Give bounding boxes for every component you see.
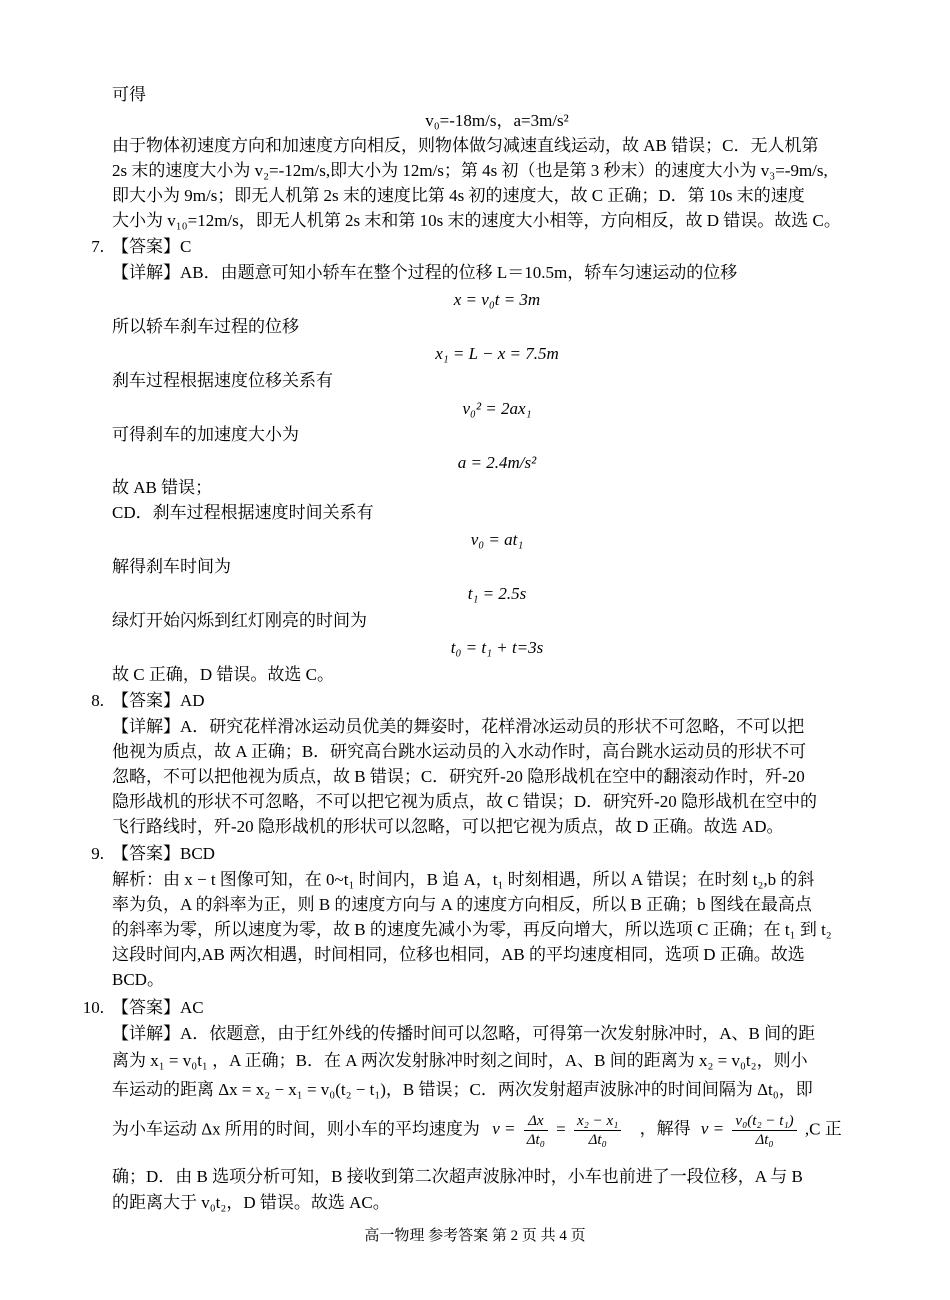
q7-text-3: 刹车过程根据速度位移关系有 (112, 371, 333, 390)
q10-line-2: 离为 x₁ = v₀t₁ ，A 正确；B．在 A 两次发射脉冲时刻之间时，A、B 间的距离为 x₂ = v₀t₂，则小 (112, 1051, 808, 1070)
q7-text-7: 解得刹车时间为 (112, 557, 231, 576)
q9-detail-line: 这段时间内,AB 两次相遇，时间相同，位移也相同，AB 的平均速度相同，选项 D 正确。故选 (112, 945, 805, 964)
q6-analysis-line: 2s 末的速度大小为 v₂=-12m/s,即大小为 12m/s；第 4s 初（也是第 3 秒末）的速度大小为 v₃=-9m/s, (112, 161, 828, 180)
q10-number: 10. (82, 998, 104, 1017)
q8-detail-line: 他视为质点，故 A 正确；B．研究高台跳水运动员的入水动作时，高台跳水运动员的形状不可 (112, 742, 807, 761)
q9-answer: 【答案】BCD (112, 844, 215, 863)
q10-line4-post: ,C 正 (804, 1119, 842, 1139)
q10-frac3-numerator: v₀(t₂ − t₁) (732, 1112, 796, 1131)
q9-detail-line: 的斜率为零，所以速度为零，故 B 的速度先减小为零，再反向增大，所以选项 C 正确；在 t₁ 到 t₂ (112, 920, 832, 939)
q6-analysis-line: 即大小为 9m/s；即无人机第 2s 末的速度比第 4s 初的速度大，故 C 正确；D．第 10s 末的速度 (112, 186, 805, 205)
q10-fraction-3 (732, 1112, 796, 1149)
q10-frac2-numerator: x₂ − x₁ (574, 1112, 621, 1131)
q7-answer: 【答案】C (112, 237, 192, 256)
q10-frac3-denominator: Δt₀ (755, 1132, 774, 1148)
q10-line-4 (112, 1112, 882, 1149)
q7-number: 7. (91, 237, 104, 256)
q7-text-8: 绿灯开始闪烁到红灯刚亮的时间为 (112, 611, 367, 630)
q10-line4-pre: 为小车运动 Δx 所用的时间，则小车的平均速度为 (112, 1119, 480, 1139)
q7-text-4: 可得刹车的加速度大小为 (112, 425, 299, 444)
page-footer: 高一物理 参考答案 第 2 页 共 4 页 (364, 1228, 586, 1244)
q10-frac1-denominator: Δt₀ (526, 1132, 545, 1148)
q10-fraction-2 (574, 1112, 621, 1149)
q10-fraction-1 (524, 1112, 548, 1149)
q7-equation-3: v₀² = 2ax₁ (462, 399, 532, 418)
q10-line4-mid: ，解得 (639, 1119, 691, 1139)
q10-equals: = (556, 1119, 566, 1139)
q7-equation-4: a = 2.4m/s² (457, 453, 537, 472)
q10-answer: 【答案】AC (112, 998, 204, 1017)
q8-number: 8. (91, 691, 104, 710)
q10-line-6: 的距离大于 v₀t₂，D 错误。故选 AC。 (112, 1193, 390, 1212)
q6-intro (112, 82, 882, 107)
q10-v-symbol-2: v = (700, 1119, 725, 1139)
q7-detail-line1: 【详解】AB．由题意可知小轿车在整个过程的位移 L＝10.5m，轿车匀速运动的位移 (112, 263, 738, 282)
q8-answer: 【答案】AD (112, 691, 205, 710)
q7-equation-7: t₀ = t₁ + t=3s (450, 638, 544, 657)
q6-analysis (112, 133, 882, 233)
q6-analysis-line: 由于物体初速度方向和加速度方向相反，则物体做匀减速直线运动，故 AB 错误；C．无人机第 (112, 136, 819, 155)
q9-detail-line: BCD。 (112, 970, 164, 989)
q9-number: 9. (91, 844, 104, 863)
q7-equation-2: x₁ = L − x = 7.5m (435, 344, 559, 363)
q7-equation-1: x = v₀t = 3m (453, 290, 541, 309)
q9-detail (112, 867, 882, 992)
q10-line-5: 确；D．由 B 选项分析可知，B 接收到第二次超声波脉冲时，小车也前进了一段位移，A 与 B (112, 1167, 803, 1186)
q7-text-2: 所以轿车刹车过程的位移 (112, 317, 299, 336)
q7-equation-5: v₀ = at₁ (470, 530, 524, 549)
q10-v-symbol: v = (492, 1119, 516, 1139)
q8-detail (112, 714, 882, 839)
q10-line-3: 车运动的距离 Δx = x₂ − x₁ = v₀(t₂ − t₁)，B 错误；C．两次发射超声波脉冲的时间间隔为 Δt₀，即 (112, 1080, 813, 1099)
q10-frac2-denominator: Δt₀ (588, 1132, 607, 1148)
q7-text-5: 故 AB 错误； (112, 478, 213, 497)
q6-analysis-line: 大小为 v₁₀=12m/s，即无人机第 2s 末和第 10s 末的速度大小相等，方向相反，故 D 错误。故选 C。 (112, 211, 841, 230)
q9-detail-line: 解析：由 x − t 图像可知，在 0~t₁ 时间内，B 追 A，t₁ 时刻相遇，所以 A 错误；在时刻 t₂,b 的斜 (112, 870, 815, 889)
q10-line-1: 【详解】A．依题意，由于红外线的传播时间可以忽略，可得第一次发射脉冲时，A、B 间的距 (112, 1024, 816, 1043)
q7-text-9: 故 C 正确，D 错误。故选 C。 (112, 665, 334, 684)
q10-frac1-numerator: Δx (524, 1112, 548, 1131)
q8-detail-line: 隐形战机的形状不可忽略，不可以把它视为质点，故 C 错误；D．研究歼-20 隐形战机在空中的 (112, 792, 818, 811)
q6-intro-text: 可得 (112, 85, 146, 104)
q7-text-6: CD．刹车过程根据速度时间关系有 (112, 503, 374, 522)
q7-equation-6: t₁ = 2.5s (467, 584, 527, 603)
q8-detail-line: 【详解】A．研究花样滑冰运动员优美的舞姿时，花样滑冰运动员的形状不可忽略，不可以把 (112, 717, 805, 736)
q9-detail-line: 率为负，A 的斜率为正，则 B 的速度方向与 A 的速度方向相反，所以 B 正确；b 图线在最高点 (112, 895, 812, 914)
q6-result-equation: v₀=-18m/s，a=3m/s² (425, 111, 569, 130)
q8-detail-line: 忽略，不可以把他视为质点，故 B 错误；C．研究歼-20 隐形战机在空中的翻滚动作时，歼-20 (112, 767, 805, 786)
q8-detail-line: 飞行路线时，歼-20 隐形战机的形状可以忽略，可以把它视为质点，故 D 正确。故选 AD。 (112, 817, 784, 836)
